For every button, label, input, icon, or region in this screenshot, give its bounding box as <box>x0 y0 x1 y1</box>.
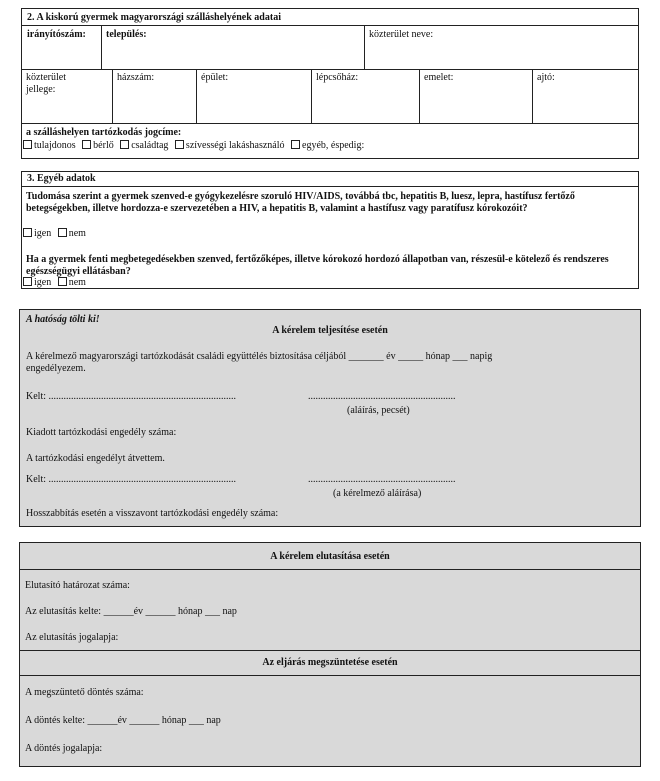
door-label: ajtó: <box>537 72 555 83</box>
divider <box>112 69 113 123</box>
street-type-label: közterület jellege: <box>26 72 66 95</box>
q1-yes-checkbox[interactable] <box>23 228 32 237</box>
q1-answer <box>23 228 90 240</box>
divider <box>21 69 639 70</box>
courtesy-use-checkbox[interactable] <box>175 140 184 149</box>
house-no-label: házszám: <box>117 72 155 83</box>
family-member-label: családtag <box>131 140 169 151</box>
termination-title: Az eljárás megszüntetése esetén <box>262 657 398 668</box>
divider <box>419 69 420 123</box>
divider <box>196 69 197 123</box>
authority-box <box>19 309 641 527</box>
street-name-field[interactable] <box>365 42 638 68</box>
other-label: egyéb, éspedig: <box>302 140 365 151</box>
owner-checkbox[interactable] <box>23 140 32 149</box>
q2-yes-label: igen <box>34 277 52 288</box>
rejection-title: A kérelem elutasítása esetén <box>270 551 390 562</box>
rejection-termination-box <box>19 542 641 767</box>
q2-answer <box>23 277 90 289</box>
q2-no-checkbox[interactable] <box>58 277 67 286</box>
divider <box>19 569 641 570</box>
permit-number-label: Kiadott tartózkodási engedély száma: <box>26 427 177 438</box>
city-field[interactable] <box>102 42 363 68</box>
applicant-signature-line[interactable]: ........................................................... <box>308 474 456 485</box>
city-label: település: <box>106 29 147 40</box>
divider <box>311 69 312 123</box>
section-2-title: 2. A kiskorú gyermek magyarországi szálláshelyének adatai <box>27 12 281 23</box>
authority-signature-line[interactable]: ........................................................... <box>308 391 456 402</box>
rejection-legal-basis-label: Az elutasítás jogalapja: <box>25 632 119 643</box>
applicant-signature-label: (a kérelmező aláírása) <box>333 488 422 499</box>
section-3-title: 3. Egyéb adatok <box>27 173 96 184</box>
authority-signature-label: (aláírás, pecsét) <box>347 405 410 416</box>
building-label: épület: <box>201 72 229 83</box>
tenant-checkbox[interactable] <box>82 140 91 149</box>
termination-legal-basis-label: A döntés jogalapja: <box>25 743 103 754</box>
termination-date-label: A döntés kelte: ______év ______ hónap ___ nap <box>25 715 221 726</box>
legal-basis-label: a szálláshelyen tartózkodás jogcíme: <box>26 127 182 138</box>
approval-date-field[interactable]: Kelt: ........................................................................... <box>26 391 236 402</box>
family-member-checkbox[interactable] <box>120 140 129 149</box>
divider <box>21 25 639 26</box>
staircase-label: lépcsőház: <box>316 72 359 83</box>
divider <box>19 675 641 676</box>
receipt-date-field[interactable]: Kelt: ........................................................................... <box>26 474 236 485</box>
q1-no-label: nem <box>68 228 86 239</box>
floor-label: emelet: <box>424 72 454 83</box>
permit-received-text: A tartózkodási engedélyt átvettem. <box>26 453 165 464</box>
courtesy-use-label: szívességi lakáshasználó <box>185 140 285 151</box>
tenant-label: bérlő <box>93 140 114 151</box>
approval-text-line1: A kérelmező magyarországi tartózkodását családi együttélés biztosítása céljából _______ év _____ hónap ___ napig <box>26 351 493 362</box>
rejection-date-label: Az elutasítás kelte: ______év ______ hónap ___ nap <box>25 606 237 617</box>
divider <box>21 123 639 124</box>
question-healthcare: Ha a gyermek fenti megbetegedésekben szenved, fertőzőképes, illetve kórokozó hordozó állapotban van, részesül-e kötelező és rendszeres egészségügyi ellátásban? <box>26 254 609 277</box>
revoked-permit-label: Hosszabbítás esetén a visszavont tartózkodási engedély száma: <box>26 508 279 519</box>
divider <box>532 69 533 123</box>
authority-fill-note: A hatóság tölti ki! <box>26 314 100 325</box>
q1-yes-label: igen <box>34 228 52 239</box>
divider <box>19 650 641 651</box>
approval-text-line2: engedélyezem. <box>26 363 86 374</box>
zip-label: irányítószám: <box>27 29 86 40</box>
other-checkbox[interactable] <box>291 140 300 149</box>
q2-no-label: nem <box>68 277 86 288</box>
legal-basis-options <box>23 140 368 152</box>
rejection-decision-number-label: Elutasító határozat száma: <box>25 580 130 591</box>
divider <box>21 186 639 187</box>
street-name-label: közterület neve: <box>369 29 434 40</box>
termination-decision-number-label: A megszüntető döntés száma: <box>25 687 144 698</box>
q1-no-checkbox[interactable] <box>58 228 67 237</box>
approval-title: A kérelem teljesítése esetén <box>272 325 388 336</box>
zip-field[interactable] <box>22 42 100 68</box>
q2-yes-checkbox[interactable] <box>23 277 32 286</box>
owner-label: tulajdonos <box>34 140 76 151</box>
question-infectious-disease: Tudomása szerint a gyermek szenved-e gyógykezelésre szoruló HIV/AIDS, továbbá tbc, hepatitis B, luesz, lepra, hastífusz fertőző betegségekben, illetve hordozza-e szervezetében a HIV, a hepatitis B, valamint a hastífusz vagy paratífusz kórokozóit? <box>26 191 575 214</box>
